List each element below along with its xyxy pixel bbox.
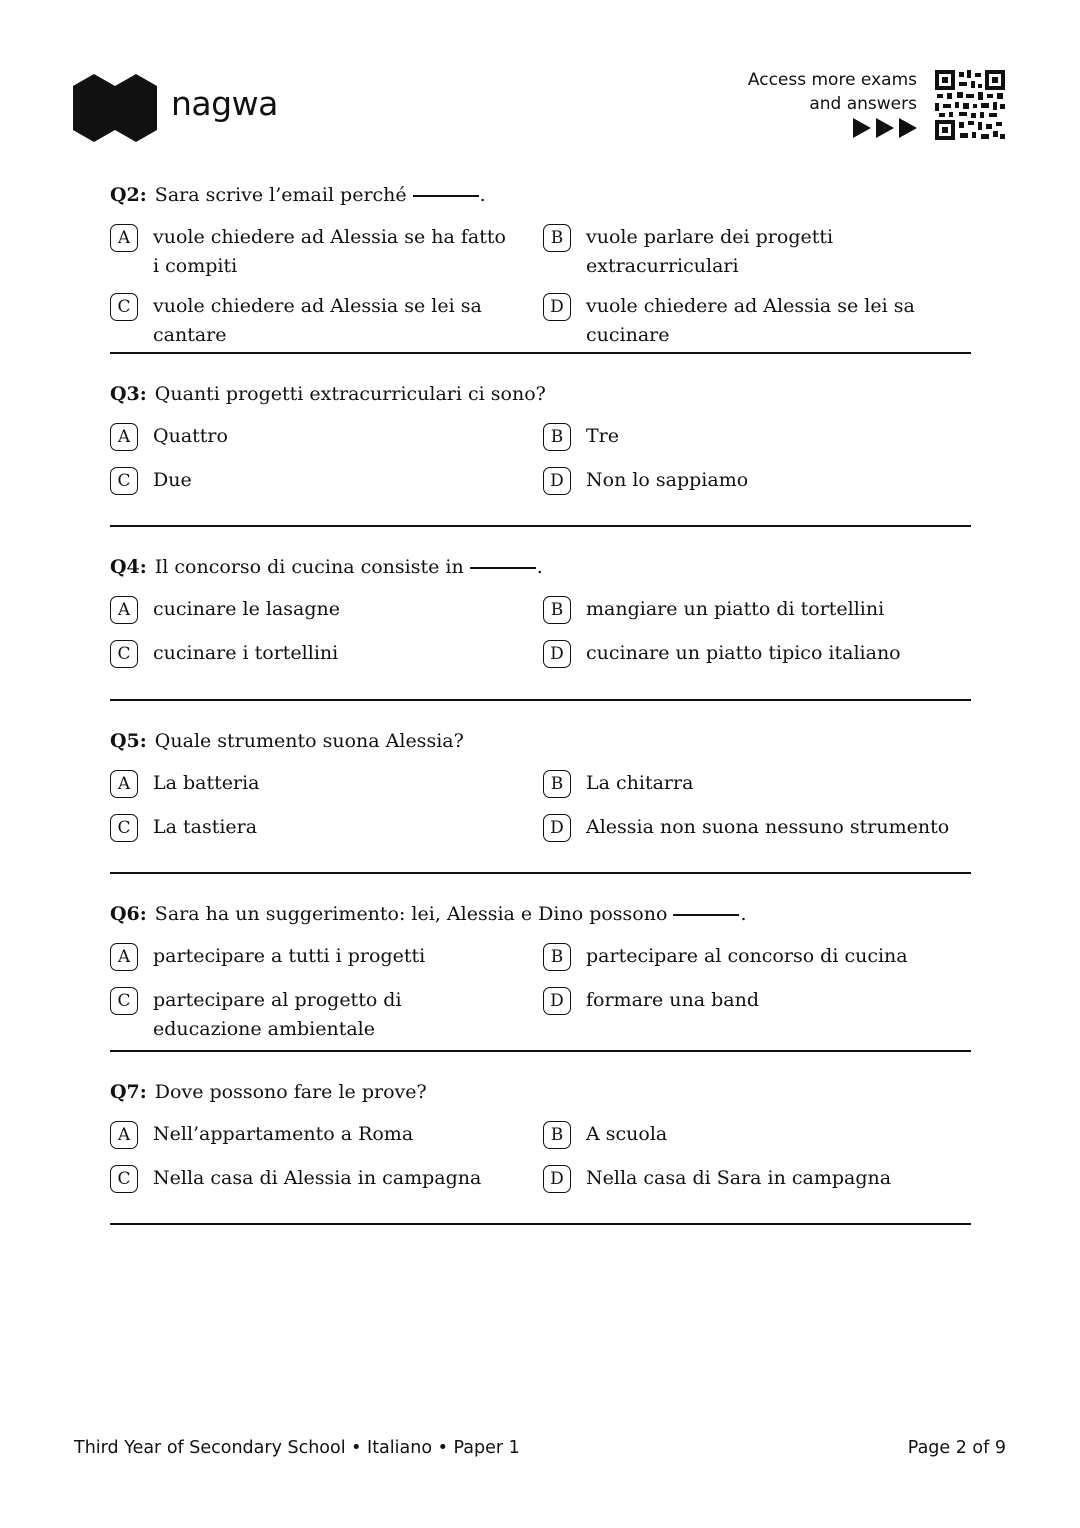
question-title — [110, 728, 464, 754]
option-text: mangiare un piatto di tortellini — [586, 598, 885, 620]
option-text: Alessia non suona nessuno strumento — [586, 816, 950, 838]
option-letter-badge: B — [543, 596, 571, 624]
option-text: vuole chiedere ad Alessia se lei sa cucinare — [586, 295, 915, 346]
option-text: formare una band — [586, 989, 759, 1011]
option-letter-badge: B — [543, 224, 571, 252]
option-letter-badge: B — [543, 770, 571, 798]
question-title: Q6: Sara ha un suggerimento: lei, Alessia e Dino possono . — [110, 903, 747, 925]
question-number: Q4: — [110, 556, 147, 578]
option-letter-badge: B — [543, 1121, 571, 1149]
option-text: Nell’appartamento a Roma — [153, 1123, 414, 1145]
qr-code-icon[interactable] — [935, 70, 1005, 140]
option-letter-badge: A — [110, 770, 138, 798]
option-text: Nella casa di Alessia in campagna — [153, 1167, 482, 1189]
option-letter-badge: C — [110, 640, 138, 668]
option-letter-badge: A — [110, 423, 138, 451]
option-letter-badge: A — [110, 224, 138, 252]
option-letter-badge: D — [543, 987, 571, 1015]
option-text: La tastiera — [153, 816, 258, 838]
option-text: partecipare al progetto di educazione ambientale — [153, 989, 402, 1040]
option-letter-badge: B — [543, 943, 571, 971]
option-letter-badge: D — [543, 293, 571, 321]
option-text: Tre — [586, 425, 619, 447]
question-number: Q7: — [110, 1081, 147, 1103]
option-letter-badge: C — [110, 293, 138, 321]
option-text: partecipare a tutti i progetti — [153, 945, 426, 967]
option-text: vuole chiedere ad Alessia se ha fatto i compiti — [153, 226, 506, 277]
option-letter-badge: A — [110, 596, 138, 624]
option-letter-badge: C — [110, 987, 138, 1015]
access-more-exams-link[interactable] — [748, 68, 917, 116]
option-text: La batteria — [153, 772, 260, 794]
brand-name: nagwa — [171, 84, 278, 123]
question-text: Sara ha un suggerimento: lei, Alessia e Dino possono — [154, 903, 668, 925]
option-text: Due — [153, 469, 192, 491]
option-text: cucinare i tortellini — [153, 642, 339, 664]
access-line-2: and answers — [809, 94, 917, 114]
footer-page-number: Page 2 of 9 — [907, 1438, 1006, 1458]
nagwa-logo-mark-icon — [73, 72, 157, 144]
question-number: Q6: — [110, 903, 147, 925]
option-letter-badge: B — [543, 423, 571, 451]
question-number: Q5: — [110, 730, 147, 752]
option-text: vuole chiedere ad Alessia se lei sa cantare — [153, 295, 482, 346]
option-text: vuole parlare dei progetti extracurriculari — [586, 226, 834, 277]
option-letter-badge: D — [543, 640, 571, 668]
option-letter-badge: C — [110, 467, 138, 495]
option-text: partecipare al concorso di cucina — [586, 945, 908, 967]
option-text: Non lo sappiamo — [586, 469, 749, 491]
question-divider — [110, 1050, 971, 1052]
triple-arrow-icon — [853, 118, 919, 138]
access-line-1: Access more exams — [747, 70, 917, 90]
option-text: cucinare un piatto tipico italiano — [586, 642, 901, 664]
option-letter-badge: A — [110, 943, 138, 971]
answer-blank — [470, 567, 536, 569]
option-text: cucinare le lasagne — [153, 598, 341, 620]
question-text: Il concorso di cucina consiste in — [154, 556, 464, 578]
option-letter-badge: D — [543, 1165, 571, 1193]
option-letter-badge: C — [110, 814, 138, 842]
question-title — [110, 1079, 427, 1105]
page-header — [0, 0, 1080, 160]
nagwa-logo[interactable] — [73, 72, 283, 144]
answer-blank — [673, 914, 739, 916]
question-number: Q3: — [110, 383, 147, 405]
answer-blank — [413, 195, 479, 197]
question-text: Sara scrive l’email perché — [154, 184, 407, 206]
option-text: Nella casa di Sara in campagna — [586, 1167, 892, 1189]
option-letter-badge: C — [110, 1165, 138, 1193]
option-text: La chitarra — [586, 772, 694, 794]
question-number: Q2: — [110, 184, 147, 206]
option-text: Quattro — [153, 425, 228, 447]
option-letter-badge: D — [543, 467, 571, 495]
question-title — [110, 381, 546, 407]
question-divider — [110, 872, 971, 874]
question-text: Dove possono fare le prove? — [154, 1081, 427, 1103]
question-divider — [110, 525, 971, 527]
question-divider — [110, 1223, 971, 1225]
question-divider — [110, 352, 971, 354]
question-divider — [110, 699, 971, 701]
question-title: Q4: Il concorso di cucina consiste in . — [110, 556, 543, 578]
question-text: Quale strumento suona Alessia? — [154, 730, 464, 752]
footer-course-info: Third Year of Secondary School • Italiano • Paper 1 — [74, 1438, 520, 1458]
option-letter-badge: A — [110, 1121, 138, 1149]
question-title: Q2: Sara scrive l’email perché . — [110, 184, 486, 206]
option-letter-badge: D — [543, 814, 571, 842]
question-text: Quanti progetti extracurriculari ci sono? — [154, 383, 546, 405]
option-text: A scuola — [586, 1123, 668, 1145]
